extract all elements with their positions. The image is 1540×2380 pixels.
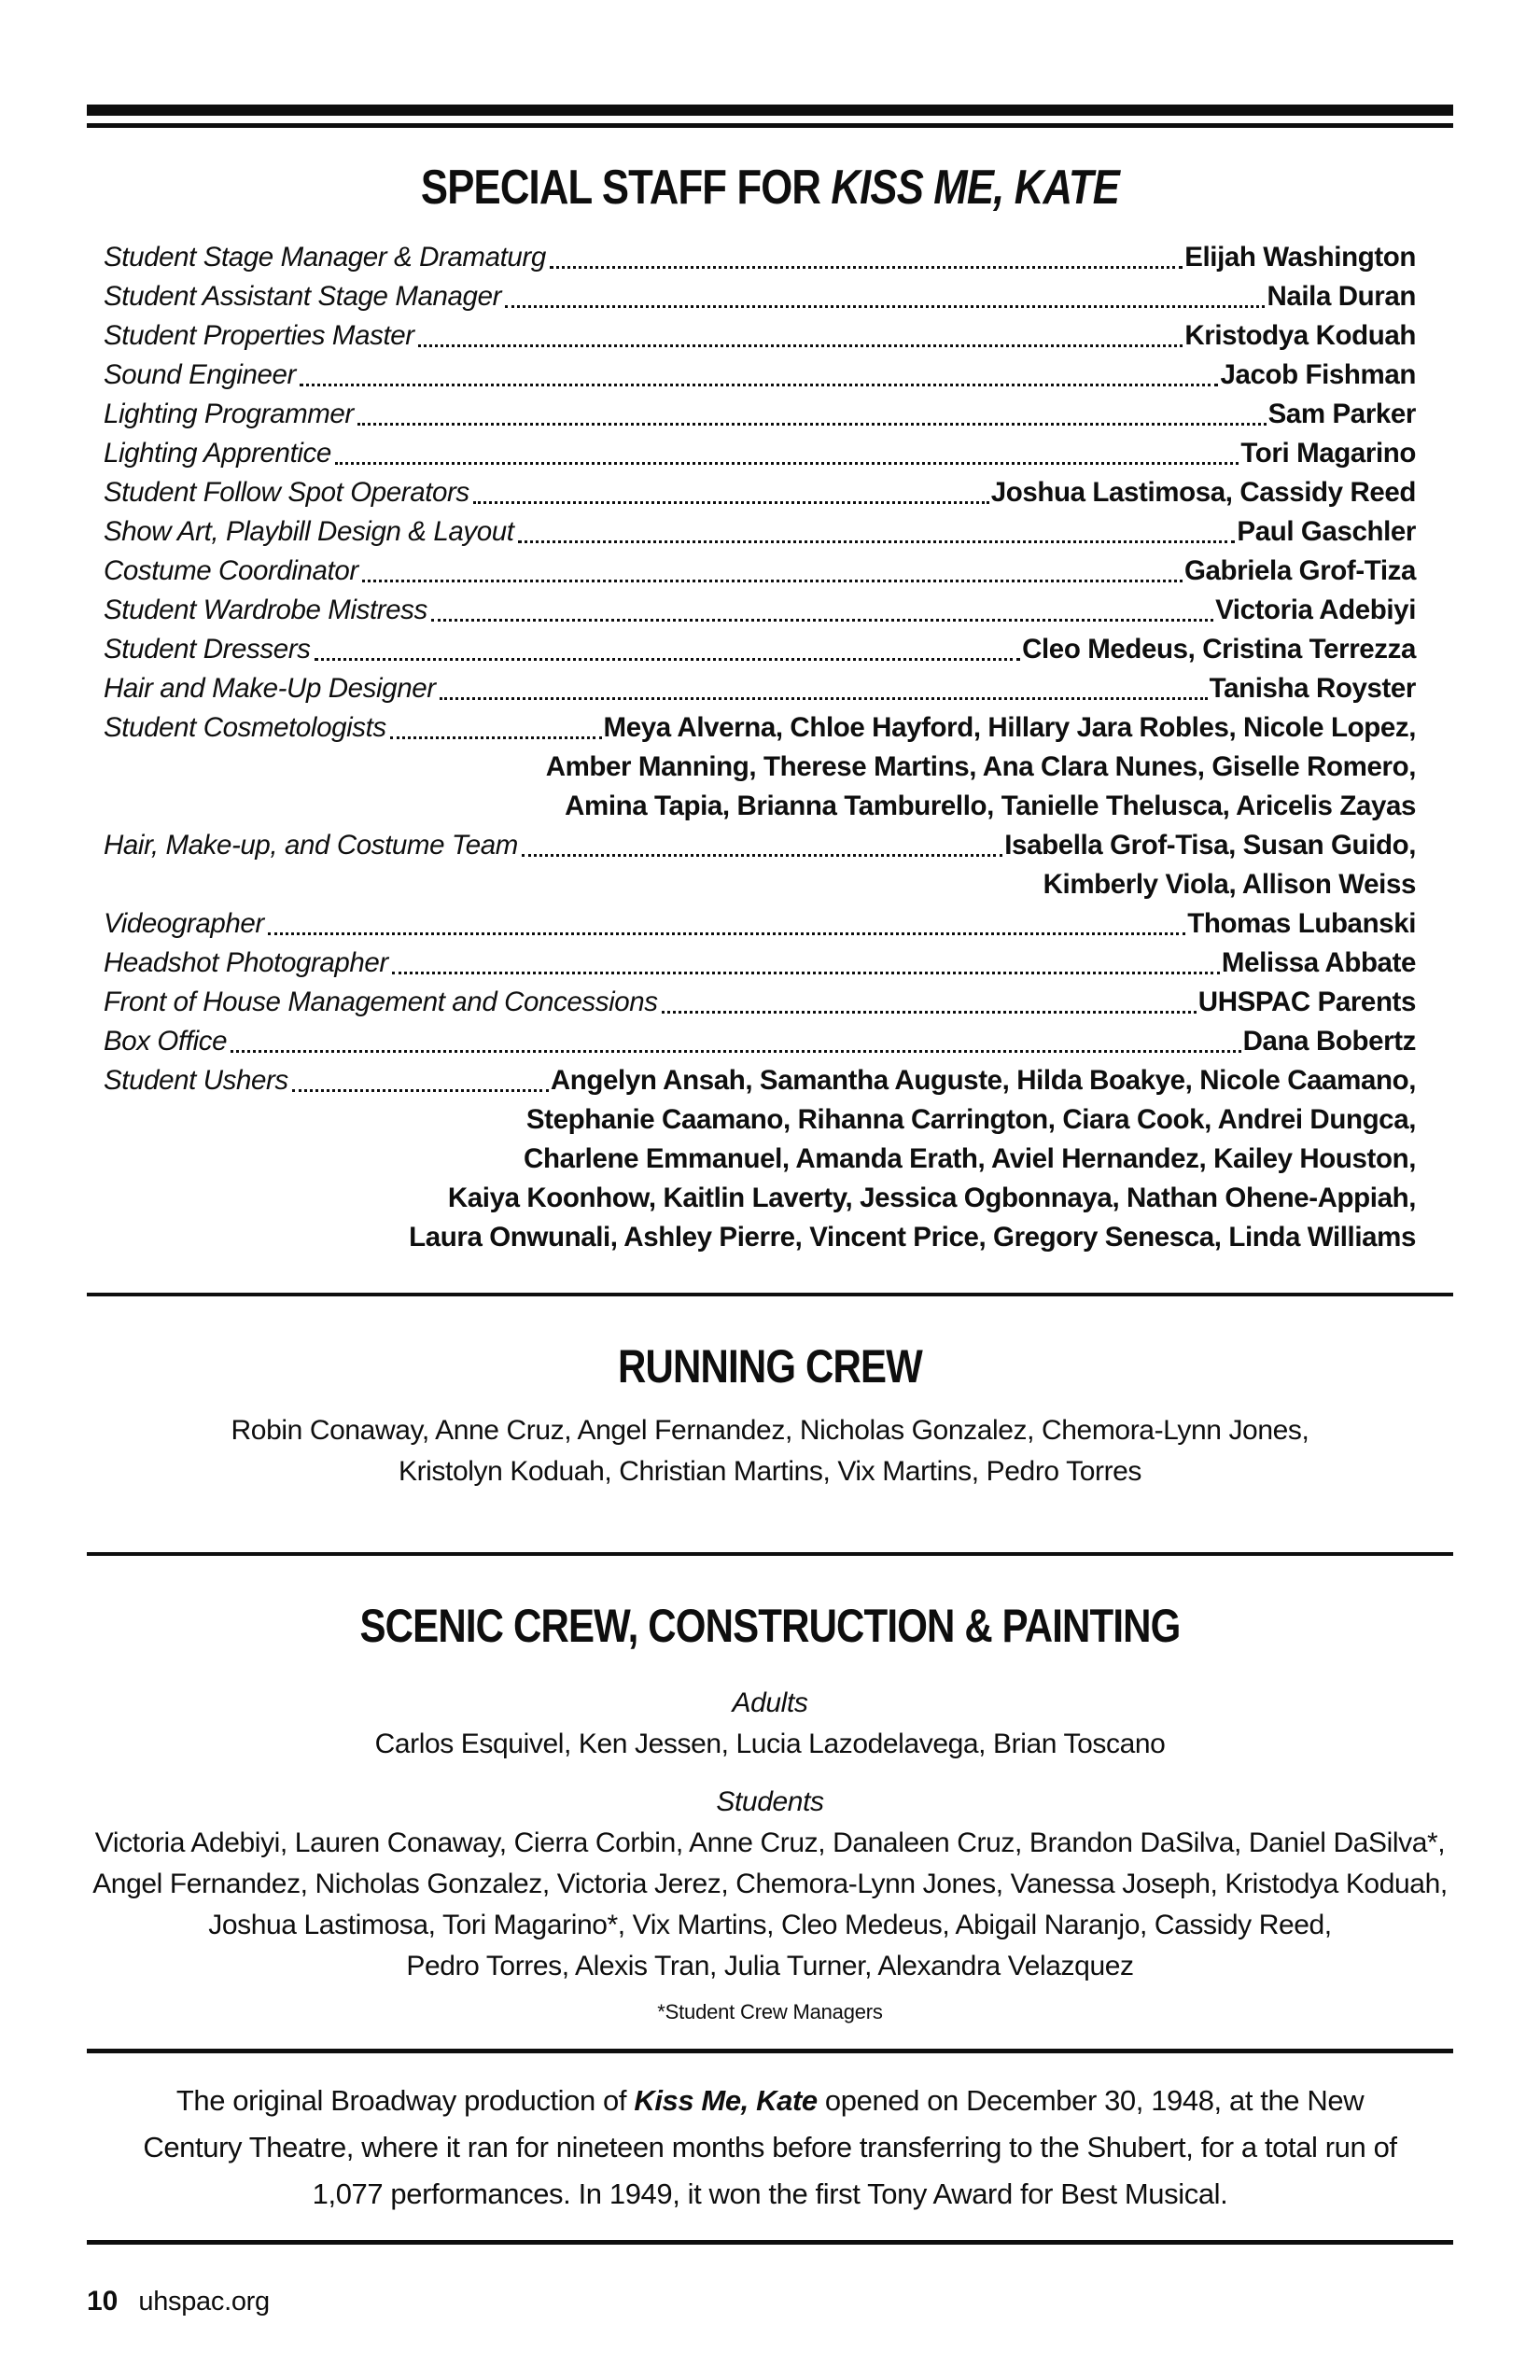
staff-role: Student Assistant Stage Manager <box>104 281 501 312</box>
staff-role: Sound Engineer <box>104 359 296 390</box>
staff-names-continued: Charlene Emmanuel, Amanda Erath, Aviel Hernandez, Kailey Houston, <box>524 1143 1416 1174</box>
staff-row <box>104 591 1416 630</box>
staff-row <box>104 983 1416 1022</box>
dot-leader <box>431 619 1213 622</box>
staff-names: Jacob Fishman <box>1220 359 1416 390</box>
history-show-name: Kiss Me, Kate <box>634 2084 818 2117</box>
adults-label: Adults <box>732 1687 808 1718</box>
dot-leader <box>440 697 1208 700</box>
history-text-after: opened on December 30, 1948, at the New Century Theatre, where it ran for nineteen months before transferring to the Shubert, for a total run of 1,077 performances. In 1949, it won the first Tony Award for Best Musical. <box>143 2084 1397 2210</box>
staff-names: Joshua Lastimosa, Cassidy Reed <box>990 477 1416 508</box>
staff-row <box>104 944 1416 983</box>
staff-row <box>104 277 1416 316</box>
dot-leader <box>362 580 1183 582</box>
staff-names: Dana Bobertz <box>1242 1026 1416 1057</box>
staff-row <box>104 356 1416 395</box>
staff-row <box>104 630 1416 669</box>
staff-role: Lighting Programmer <box>104 399 354 429</box>
student-crew-managers-footnote: *Student Crew Managers <box>657 2000 883 2023</box>
staff-row <box>104 395 1416 434</box>
staff-names: Kristodya Koduah <box>1184 320 1416 351</box>
staff-names: Thomas Lubanski <box>1187 908 1416 939</box>
students-line: Victoria Adebiyi, Lauren Conaway, Cierra Corbin, Anne Cruz, Danaleen Cruz, Brandon DaSilva, Daniel DaSilva*, <box>94 1827 1446 1858</box>
staff-names: Cleo Medeus, Cristina Terrezza <box>1022 634 1416 665</box>
staff-row <box>104 434 1416 473</box>
staff-row <box>104 552 1416 591</box>
dot-leader <box>518 540 1236 543</box>
dot-leader <box>550 266 1183 269</box>
running-crew-names <box>87 1410 1453 1492</box>
students-line: Angel Fernandez, Nicholas Gonzalez, Victoria Jerez, Chemora-Lynn Jones, Vanessa Joseph, Kristodya Koduah, <box>92 1869 1448 1899</box>
staff-names: Sam Parker <box>1267 399 1416 429</box>
staff-role: Student Dressers <box>104 634 311 665</box>
staff-names-continued: Kaiya Koonhow, Kaitlin Laverty, Jessica Ogbonnaya, Nathan Ohene-Appiah, <box>447 1183 1416 1213</box>
section-divider <box>87 2240 1453 2245</box>
top-rule-gap <box>87 116 1453 123</box>
staff-names-continued: Stephanie Caamano, Rihanna Carrington, Ciara Cook, Andrei Dungca, <box>525 1104 1416 1135</box>
dot-leader <box>315 658 1021 661</box>
staff-names-continued: Amber Manning, Therese Martins, Ana Clara Nunes, Giselle Romero, <box>545 751 1416 782</box>
staff-row <box>104 316 1416 356</box>
page-title-prefix: SPECIAL STAFF FOR <box>420 161 832 215</box>
page-number: 10 <box>87 2286 119 2317</box>
top-rule-thin <box>87 123 1453 128</box>
staff-role: Student Ushers <box>104 1065 288 1096</box>
staff-row <box>104 669 1416 708</box>
section-divider <box>87 2049 1453 2053</box>
staff-row <box>104 512 1416 552</box>
dot-leader <box>505 305 1265 308</box>
staff-row <box>104 1061 1416 1100</box>
dot-leader <box>392 972 1220 974</box>
staff-role: Show Art, Playbill Design & Layout <box>104 516 514 547</box>
history-text-before: The original Broadway production of <box>175 2084 635 2117</box>
staff-role: Student Wardrobe Mistress <box>104 595 427 625</box>
staff-names: Angelyn Ansah, Samantha Auguste, Hilda Boakye, Nicole Caamano, <box>550 1065 1416 1096</box>
staff-names: Naila Duran <box>1267 281 1416 312</box>
dot-leader <box>357 423 1267 426</box>
staff-names: Tanisha Royster <box>1209 673 1416 704</box>
history-note <box>124 2078 1416 2218</box>
students-names <box>87 1823 1453 1987</box>
staff-row <box>104 473 1416 512</box>
section-divider <box>87 1552 1453 1556</box>
staff-role: Student Follow Spot Operators <box>104 477 469 508</box>
staff-role: Costume Coordinator <box>104 555 358 586</box>
page-title-show-name: KISS ME, KATE <box>831 161 1120 215</box>
dot-leader <box>418 344 1183 347</box>
website-url: uhspac.org <box>138 2287 270 2317</box>
students-line: Pedro Torres, Alexis Tran, Julia Turner, Alexandra Velazquez <box>406 1951 1134 1981</box>
top-rule-thick <box>87 105 1453 116</box>
staff-row <box>104 238 1416 277</box>
dot-leader <box>292 1089 549 1092</box>
running-crew-line: Robin Conaway, Anne Cruz, Angel Fernandez, Nicholas Gonzalez, Chemora-Lynn Jones, <box>231 1415 1309 1446</box>
staff-names-continued: Laura Onwunali, Ashley Pierre, Vincent Price, Gregory Senesca, Linda Williams <box>409 1222 1416 1253</box>
dot-leader <box>300 384 1218 386</box>
staff-row <box>104 826 1416 865</box>
staff-role: Student Properties Master <box>104 320 414 351</box>
staff-role: Student Cosmetologists <box>104 712 386 743</box>
scenic-crew-heading: SCENIC CREW, CONSTRUCTION & PAINTING <box>359 1600 1181 1652</box>
staff-role: Hair and Make-Up Designer <box>104 673 436 704</box>
staff-names: Gabriela Grof-Tiza <box>1184 555 1416 586</box>
students-label: Students <box>716 1786 824 1817</box>
dot-leader <box>335 462 1239 465</box>
running-crew-line: Kristolyn Koduah, Christian Martins, Vix Martins, Pedro Torres <box>398 1456 1142 1487</box>
special-staff-list <box>87 238 1453 1257</box>
staff-role: Videographer <box>104 908 264 939</box>
staff-names-continued: Amina Tapia, Brianna Tamburello, Tanielle Thelusca, Aricelis Zayas <box>565 791 1416 821</box>
staff-names: Tori Magarino <box>1240 438 1416 469</box>
adults-names <box>87 1724 1453 1765</box>
section-divider <box>87 1293 1453 1296</box>
staff-names: Victoria Adebiyi <box>1215 595 1416 625</box>
page-title <box>196 160 1344 216</box>
staff-role: Front of House Management and Concessions <box>104 987 658 1017</box>
dot-leader <box>231 1050 1241 1053</box>
staff-names: Paul Gaschler <box>1237 516 1416 547</box>
staff-role: Box Office <box>104 1026 228 1057</box>
staff-names: Meya Alverna, Chloe Hayford, Hillary Jara Robles, Nicole Lopez, <box>603 712 1416 743</box>
students-line: Joshua Lastimosa, Tori Magarino*, Vix Martins, Cleo Medeus, Abigail Naranjo, Cassidy Reed, <box>208 1910 1332 1940</box>
staff-role: Hair, Make-up, and Costume Team <box>104 830 518 861</box>
staff-row <box>104 1022 1416 1061</box>
dot-leader <box>390 736 602 739</box>
adults-line: Carlos Esquivel, Ken Jessen, Lucia Lazodelavega, Brian Toscano <box>374 1729 1166 1759</box>
dot-leader <box>522 854 1002 857</box>
staff-names: UHSPAC Parents <box>1197 987 1416 1017</box>
staff-row <box>104 904 1416 944</box>
staff-names-continued: Kimberly Viola, Allison Weiss <box>1043 869 1416 900</box>
staff-role: Headshot Photographer <box>104 947 388 978</box>
page-footer <box>87 2286 1453 2317</box>
dot-leader <box>473 501 989 504</box>
running-crew-heading: RUNNING CREW <box>618 1340 922 1393</box>
staff-names: Elijah Washington <box>1184 242 1416 273</box>
staff-role: Student Stage Manager & Dramaturg <box>104 242 546 273</box>
staff-names: Melissa Abbate <box>1221 947 1416 978</box>
dot-leader <box>662 1011 1197 1014</box>
dot-leader <box>268 932 1185 935</box>
staff-names: Isabella Grof-Tisa, Susan Guido, <box>1004 830 1416 861</box>
staff-row <box>104 708 1416 748</box>
staff-role: Lighting Apprentice <box>104 438 331 469</box>
